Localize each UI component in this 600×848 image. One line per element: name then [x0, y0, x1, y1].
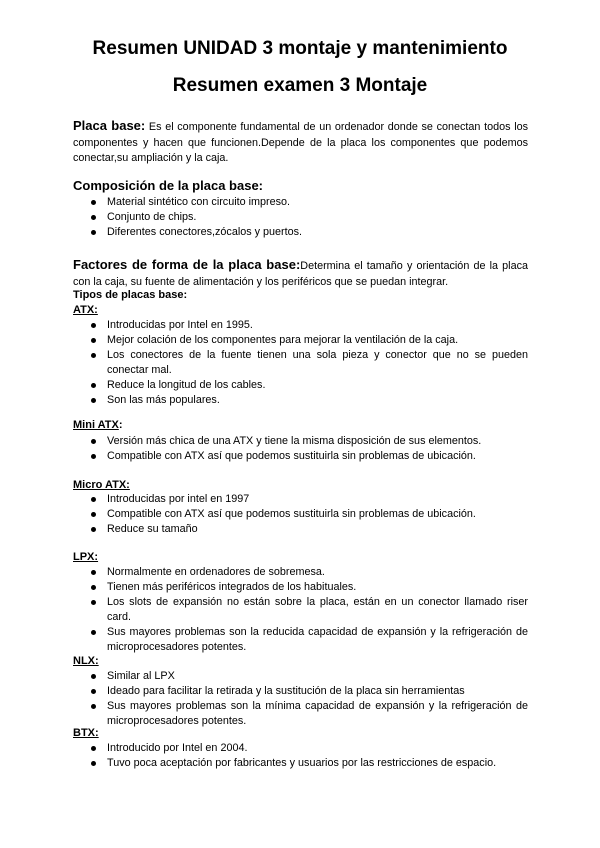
list-item: Material sintético con circuito impreso. [107, 195, 528, 210]
list-item: Los slots de expansión no están sobre la placa, están en un conector llamado riser card. [107, 596, 528, 623]
micro-atx-list [107, 492, 528, 537]
factores-paragraph [73, 257, 528, 290]
list-item: Introducido por Intel en 2004. [107, 741, 528, 756]
placa-base-label: Placa base: [73, 118, 146, 133]
list-item: Normalmente en ordenadores de sobremesa. [107, 565, 528, 580]
list-item: Mejor colación de los componentes para mejorar la ventilación de la caja. [107, 333, 528, 348]
lpx-heading: LPX: [73, 551, 99, 563]
placa-base-paragraph [73, 118, 528, 167]
document-subtitle: Resumen examen 3 Montaje [172, 75, 428, 96]
list-item: Reduce su tamaño [107, 522, 528, 537]
list-item: Similar al LPX [107, 669, 528, 684]
list-item: Reduce la longitud de los cables. [107, 378, 528, 393]
list-item: Compatible con ATX así que podemos sustituirla sin problemas de ubicación. [107, 507, 528, 522]
list-item: Versión más chica de una ATX y tiene la misma disposición de sus elementos. [107, 434, 528, 449]
mini-atx-colon: : [118, 419, 123, 431]
list-item: Sus mayores problemas son la reducida capacidad de expansión y la refrigeración de microprocesadores potentes. [107, 626, 528, 653]
mini-atx-heading [73, 419, 123, 431]
composicion-list [107, 195, 528, 240]
nlx-list [107, 669, 528, 729]
list-item: Introducidas por Intel en 1995. [107, 318, 528, 333]
btx-list [107, 741, 528, 771]
list-item: Tuvo poca aceptación por fabricantes y usuarios por las restricciones de espacio. [107, 756, 528, 771]
document-title: Resumen UNIDAD 3 montaje y mantenimiento [92, 38, 508, 59]
atx-heading: ATX: [73, 304, 98, 316]
btx-heading: BTX: [73, 727, 99, 739]
composicion-heading: Composición de la placa base: [73, 178, 263, 193]
list-item: Compatible con ATX así que podemos sustituirla sin problemas de ubicación. [107, 449, 528, 464]
nlx-heading: NLX: [73, 655, 99, 667]
list-item: Introducidas por intel en 1997 [107, 492, 528, 507]
tipos-heading: Tipos de placas base: [73, 289, 188, 301]
list-item: Los conectores de la fuente tienen una sola pieza y conector que no se pueden conectar mal. [107, 349, 528, 376]
list-item: Conjunto de chips. [107, 210, 528, 225]
list-item: Ideado para facilitar la retirada y la sustitución de la placa sin herramientas [107, 684, 528, 699]
list-item: Diferentes conectores,zócalos y puertos. [107, 225, 528, 240]
atx-list [107, 318, 528, 408]
mini-atx-label: Mini ATX [73, 419, 119, 431]
lpx-list [107, 565, 528, 655]
list-item: Son las más populares. [107, 393, 528, 408]
list-item: Tienen más periféricos integrados de los habituales. [107, 580, 528, 595]
list-item: Sus mayores problemas son la mínima capacidad de expansión y la refrigeración de microprocesadores potentes. [107, 700, 528, 727]
placa-base-text: Es el componente fundamental de un ordenador donde se conectan todos los componentes y hacen que funcionen.Depende de la placa los componentes que podemos conectar,su ampliación y la caja. [73, 121, 528, 164]
factores-label: Factores de forma de la placa base: [73, 257, 301, 272]
mini-atx-list [107, 434, 528, 464]
factores-text: Determina el tamaño y orientación de la placa con la caja, su fuente de alimentación y los periféricos que se puedan integrar. [73, 260, 528, 288]
micro-atx-heading: Micro ATX: [73, 479, 130, 491]
